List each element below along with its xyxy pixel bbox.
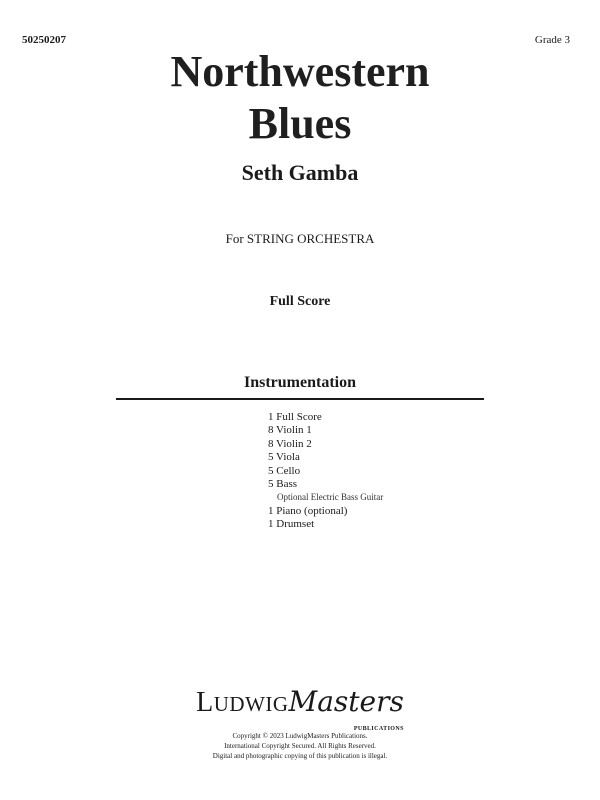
logo-publications: PUBLICATIONS xyxy=(353,726,404,732)
instrumentation-list xyxy=(268,411,383,532)
score-type: Full Score xyxy=(269,294,331,309)
publisher-logo xyxy=(0,685,600,732)
list-item: 5 Cello xyxy=(268,464,301,477)
list-item: 8 Violin 1 xyxy=(268,424,312,437)
logo-wordmark xyxy=(196,685,404,732)
ensemble-line: For STRING ORCHESTRA xyxy=(225,231,375,246)
grade-level: Grade 3 xyxy=(534,34,570,46)
list-item: 1 Piano (optional) xyxy=(268,504,348,517)
logo-ludwig-initial: L xyxy=(196,687,214,718)
logo-masters: Masters xyxy=(288,685,404,718)
logo-ludwig-rest: UDWIG xyxy=(213,692,289,716)
list-item: 1 Drumset xyxy=(268,518,315,531)
copyright-line: International Copyright Secured. All Rights Reserved. xyxy=(224,742,376,750)
logo-ludwig xyxy=(196,687,288,718)
copyright-notice xyxy=(0,731,600,761)
heading-divider xyxy=(116,398,484,400)
composer-name: Seth Gamba xyxy=(241,160,359,185)
list-item-note: Optional Electric Bass Guitar xyxy=(277,492,384,503)
list-item: 5 Bass xyxy=(268,478,298,491)
list-item: 5 Viola xyxy=(268,451,300,464)
copyright-line: Copyright © 2023 LudwigMasters Publications. xyxy=(232,732,368,740)
copyright-line: Digital and photographic copying of this publication is illegal. xyxy=(212,752,388,760)
list-item: 8 Violin 2 xyxy=(268,437,312,450)
title-line-2: Blues xyxy=(248,99,352,148)
instrumentation-heading: Instrumentation xyxy=(243,374,356,391)
catalog-number: 50250207 xyxy=(22,34,66,46)
title-line-1: Northwestern xyxy=(170,47,430,96)
list-item: 1 Full Score xyxy=(268,411,322,423)
piece-title xyxy=(0,46,600,150)
